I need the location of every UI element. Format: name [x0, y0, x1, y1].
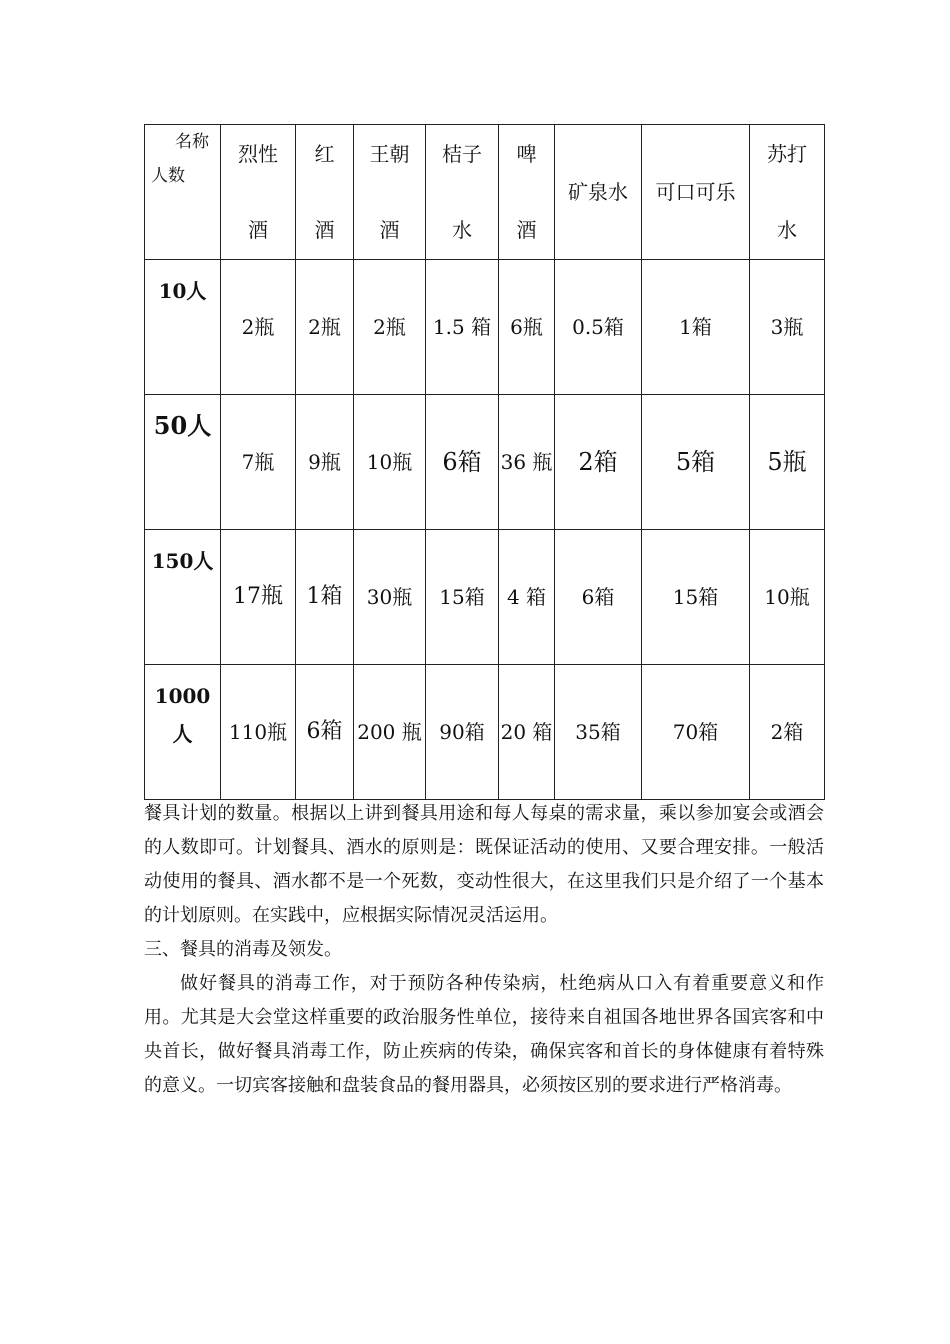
header-cell: 王朝 酒: [354, 125, 426, 260]
header-cell: 矿泉水: [555, 125, 642, 260]
table-cell: 2箱: [750, 665, 825, 800]
corner-count-label: 人数: [151, 166, 185, 186]
table-cell: 30瓶: [354, 530, 426, 665]
header-cell: 苏打 水: [750, 125, 825, 260]
row-label: 10人: [145, 260, 221, 395]
table-cell: 6箱: [426, 395, 499, 530]
table-cell: 20 箱: [499, 665, 555, 800]
table-cell: 9瓶: [296, 395, 354, 530]
paragraph-plan-summary: 餐具计划的数量。根据以上讲到餐具用途和每人每桌的需求量，乘以参加宴会或酒会的人数即可。计划餐具、酒水的原则是：既保证活动的使用、又要合理安排。一般活动使用的餐具、酒水都不是一个死数，变动性很大，在这里我们只是介绍了一个基本的计划原则。在实践中，应根据实际情况灵活运用。: [144, 803, 824, 926]
header-row: [145, 125, 825, 260]
table-row: [145, 530, 825, 665]
table-cell: 2箱: [555, 395, 642, 530]
corner-name-label: 名称: [175, 132, 209, 152]
corner-cell: [145, 125, 221, 260]
table-cell: 7瓶: [221, 395, 296, 530]
beverage-plan-table: [144, 124, 825, 800]
table-cell: 0.5箱: [555, 260, 642, 395]
table-cell: 1箱: [642, 260, 750, 395]
table-cell: 1.5 箱: [426, 260, 499, 395]
paragraph-disinfection: 做好餐具的消毒工作，对于预防各种传染病，杜绝病从口入有着重要意义和作用。尤其是大会堂这样重要的政治服务性单位，接待来自祖国各地世界各国宾客和中央首长，做好餐具消毒工作，防止疾病的传染，确保宾客和首长的身体健康有着特殊的意义。一切宾客接触和盘装食品的餐用器具，必须按区别的要求进行严格消毒。: [144, 973, 824, 1096]
section-heading: 三、餐具的消毒及领发。: [144, 939, 342, 960]
table-cell: 5箱: [642, 395, 750, 530]
header-cell: 可口可乐: [642, 125, 750, 260]
table-cell: 15箱: [642, 530, 750, 665]
table-cell: 3瓶: [750, 260, 825, 395]
table-cell: 70箱: [642, 665, 750, 800]
table-cell: 2瓶: [221, 260, 296, 395]
row-label: 150人: [145, 530, 221, 665]
table-cell: 35箱: [555, 665, 642, 800]
row-label: 50人: [145, 395, 221, 530]
body-text: [144, 797, 824, 1103]
table-cell: 90箱: [426, 665, 499, 800]
table-cell: 110瓶: [221, 665, 296, 800]
table-cell: 1箱: [296, 530, 354, 665]
header-cell: 烈性 酒: [221, 125, 296, 260]
table-cell: 10瓶: [750, 530, 825, 665]
table-cell: 10瓶: [354, 395, 426, 530]
table-cell: 2瓶: [296, 260, 354, 395]
header-cell: 桔子 水: [426, 125, 499, 260]
table-row: [145, 665, 825, 800]
table-cell: 6箱: [555, 530, 642, 665]
table-cell: 4 箱: [499, 530, 555, 665]
table-cell: 15箱: [426, 530, 499, 665]
table-cell: 5瓶: [750, 395, 825, 530]
table-cell: 2瓶: [354, 260, 426, 395]
row-label: 1000人: [145, 665, 221, 800]
table-cell: 6瓶: [499, 260, 555, 395]
header-cell: 红 酒: [296, 125, 354, 260]
table-row: [145, 260, 825, 395]
header-cell: 啤 酒: [499, 125, 555, 260]
table-cell: 6箱: [296, 665, 354, 800]
table-cell: 17瓶: [221, 530, 296, 665]
table-cell: 200 瓶: [354, 665, 426, 800]
table-cell: 36 瓶: [499, 395, 555, 530]
table-row: [145, 395, 825, 530]
beverage-plan-table-wrap: [144, 124, 825, 800]
